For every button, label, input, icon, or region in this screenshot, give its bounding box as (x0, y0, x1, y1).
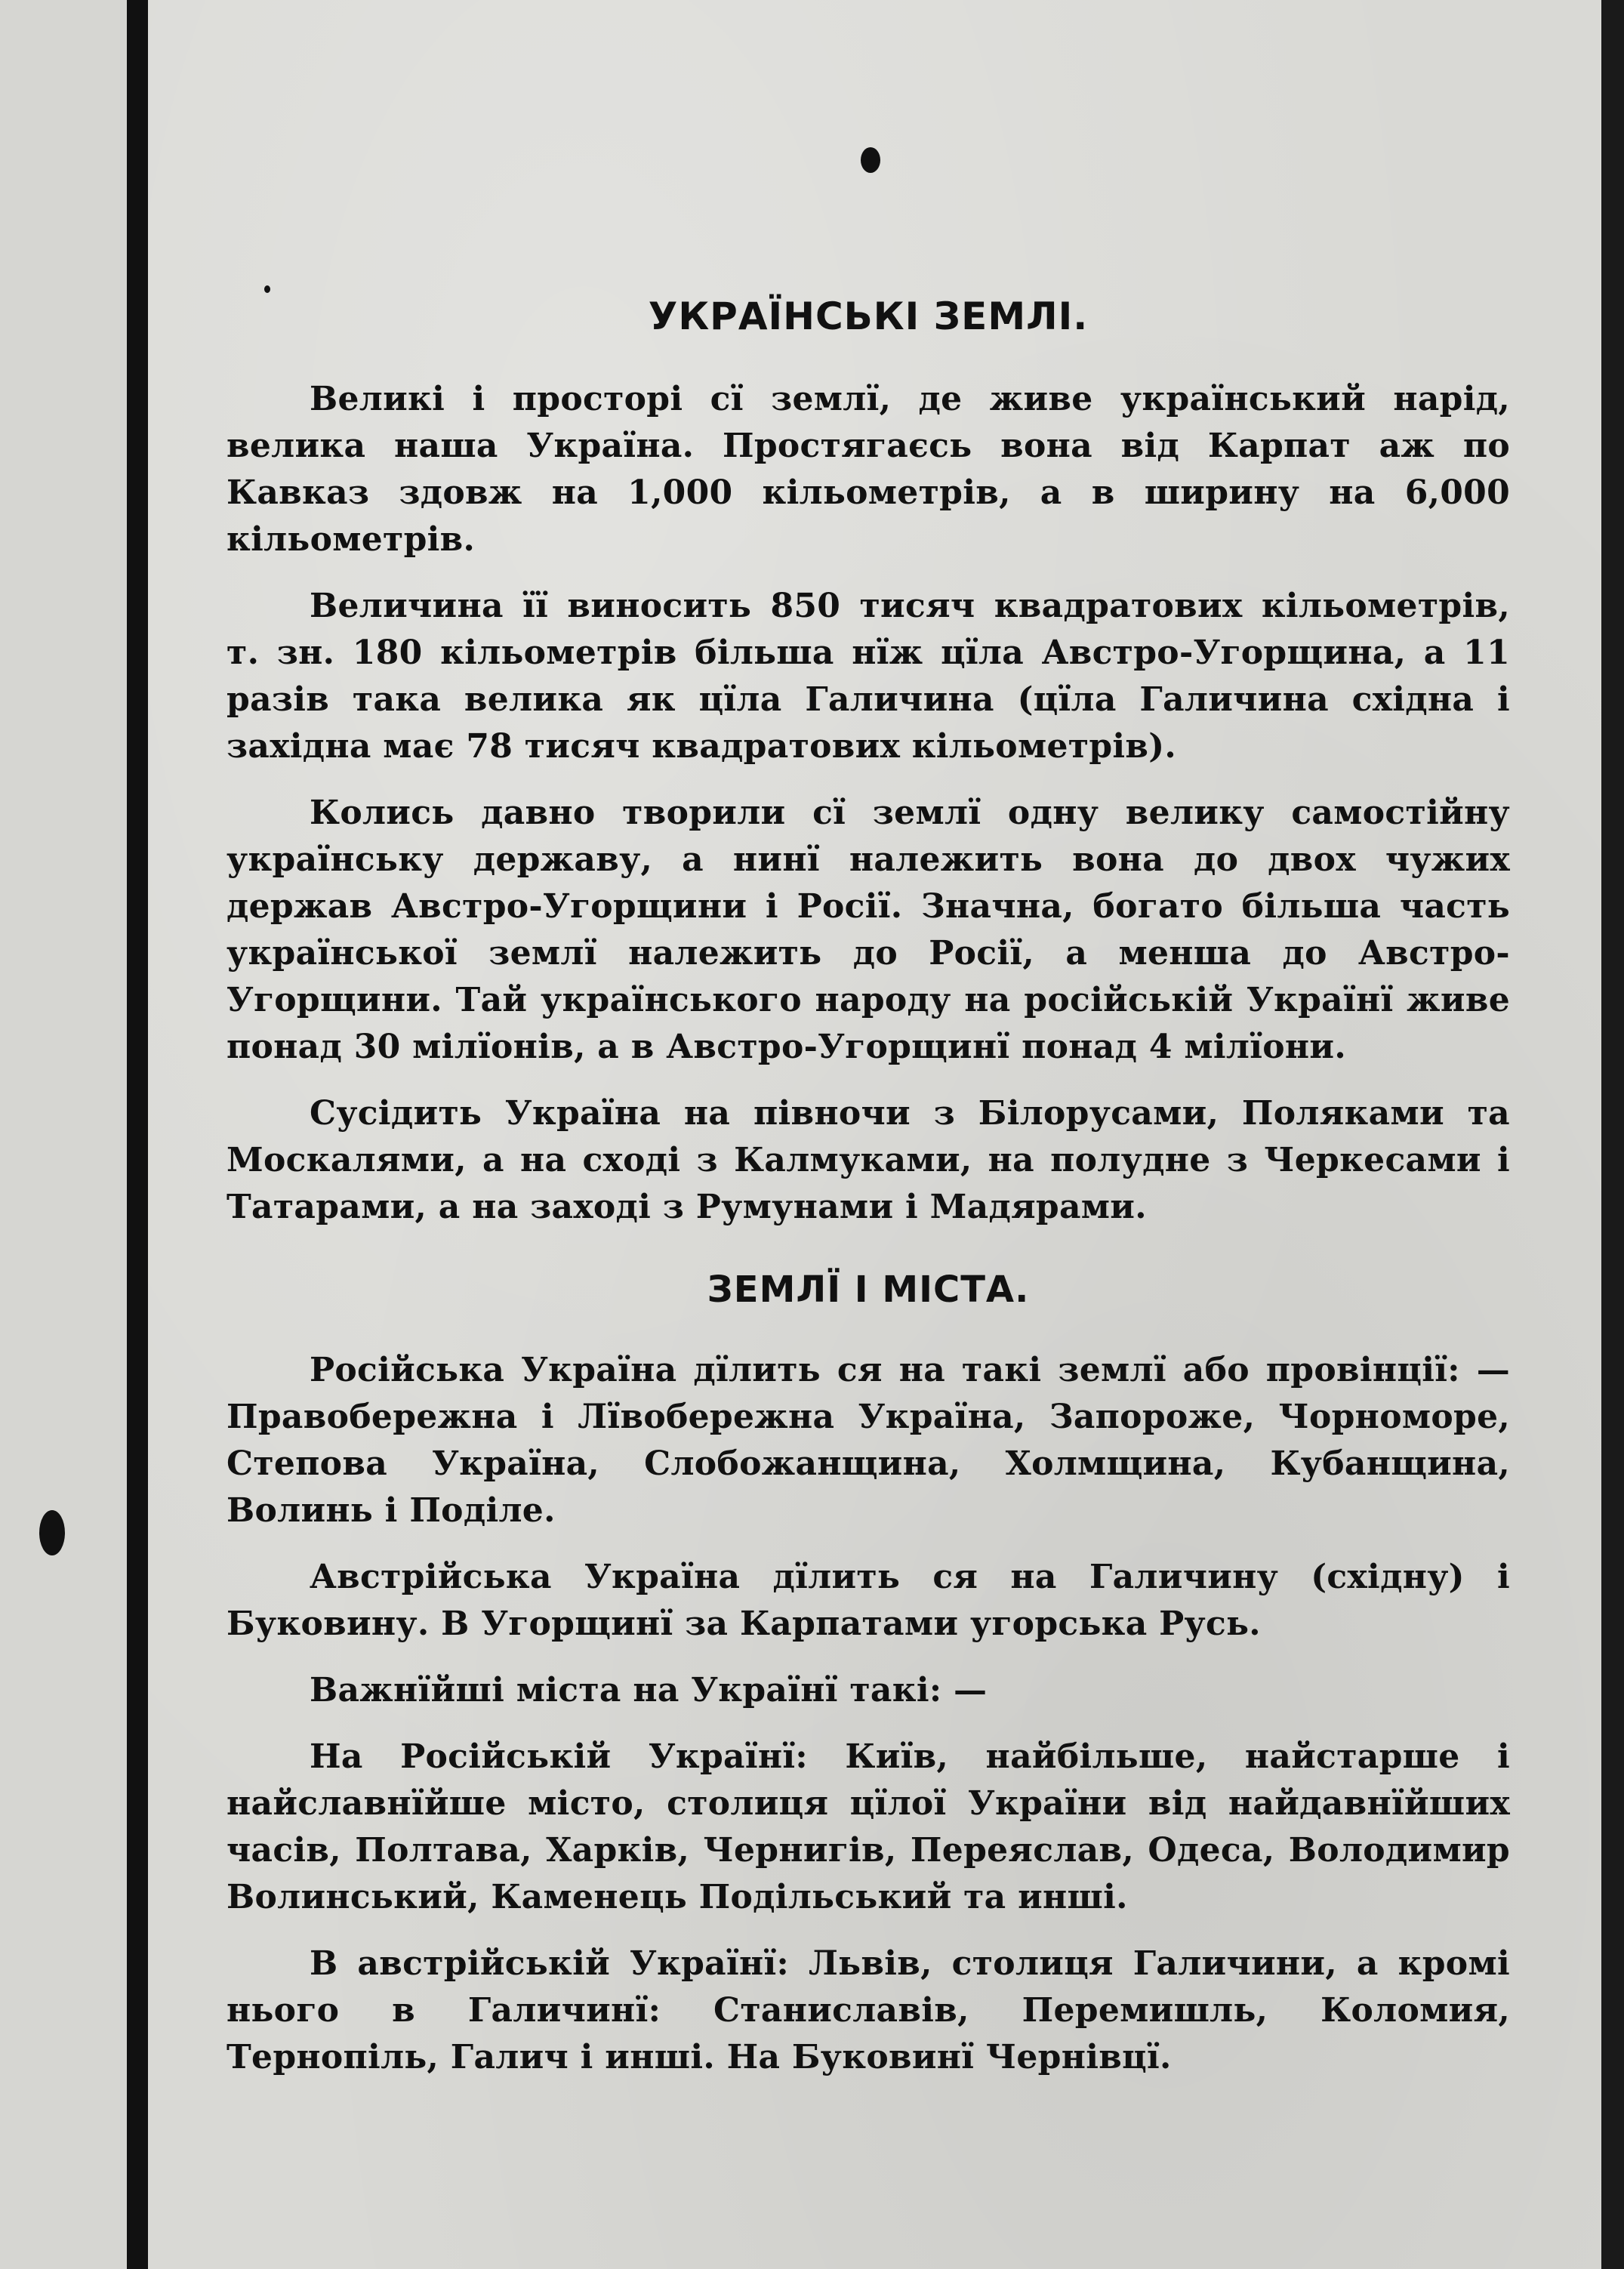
paragraph: Сусідить Україна на півночи з Білорусами, Поляками та Москалями, а на сході з Калмуками, на полудне з Черкесами і Татарами, а на заході з Румунами і Мадярами. (226, 1094, 1510, 1226)
paragraph: Величина її виносить 850 тисяч квадратових кільометрів, т. зн. 180 кільометрів більша нїж цїла Австро-Угорщина, а 11 разів така велика як цїла Галичина (цїла Галичина східна і західна має 78 тисяч квадратових кільометрів). (226, 587, 1510, 766)
ink-speck (264, 285, 270, 293)
ink-blot (39, 1510, 65, 1555)
paragraph: Важнїйші міста на Українї такі: — (310, 1671, 988, 1709)
paragraph: Австрійська Україна дїлить ся на Галичину (східну) і Буковину. В Угорщинї за Карпатами угорська Русь. (226, 1558, 1510, 1643)
section-title-ukrainian-lands: УКРАЇНСЬКІ ЗЕМЛІ. (648, 294, 1089, 338)
scan-right-edge (1601, 0, 1624, 2269)
paragraph: Російська Україна дїлить ся на такі землї або провінції: — Правобережна і Лївобережна Україна, Запороже, Чорноморе, Степова Україна, Слобожанщина, Холмщина, Кубанщина, Волинь і Поділе. (226, 1351, 1510, 1530)
ink-blot (861, 147, 880, 173)
scan-binding-edge (127, 0, 148, 2269)
paragraph: Колись давно творили сї землї одну велику самостійну українську державу, а нинї належить вона до двох чужих держав Австро-Угорщини і Росії. Значна, богато більша часть української землї належить до Росії, а менша до Австро-Угорщини. Тай українського народу на російській Українї живе понад 30 мілїонів, а в Австро-Угорщинї понад 4 мілїони. (226, 794, 1510, 1066)
paragraph: На Російській Українї: Київ, найбільше, найстарше і найславнїйше місто, столиця цїлої України від найдавнїйших часів, Полтава, Харків, Чернигів, Переяслав, Одеса, Володимир Волинський, Каменець Подільський та инші. (226, 1737, 1510, 1916)
scan-left-margin (0, 0, 127, 2269)
paragraph: Великі і просторі сї землї, де живе український нарід, велика наша Україна. Простягаєсь вона від Карпат аж по Кавказ здовж на 1,000 кільометрів, а в ширину на 6,000 кільометрів. (226, 380, 1510, 559)
section-title-lands-and-cities: ЗЕМЛЇ І МІСТА. (707, 1269, 1030, 1311)
paragraph: В австрійській Українї: Львів, столиця Галичини, а кромі нього в Галичинї: Станиславів, Перемишль, Коломия, Тернопіль, Галич і инші. На Буковинї Чернівцї. (226, 1944, 1510, 2076)
document-body (226, 294, 1510, 2101)
